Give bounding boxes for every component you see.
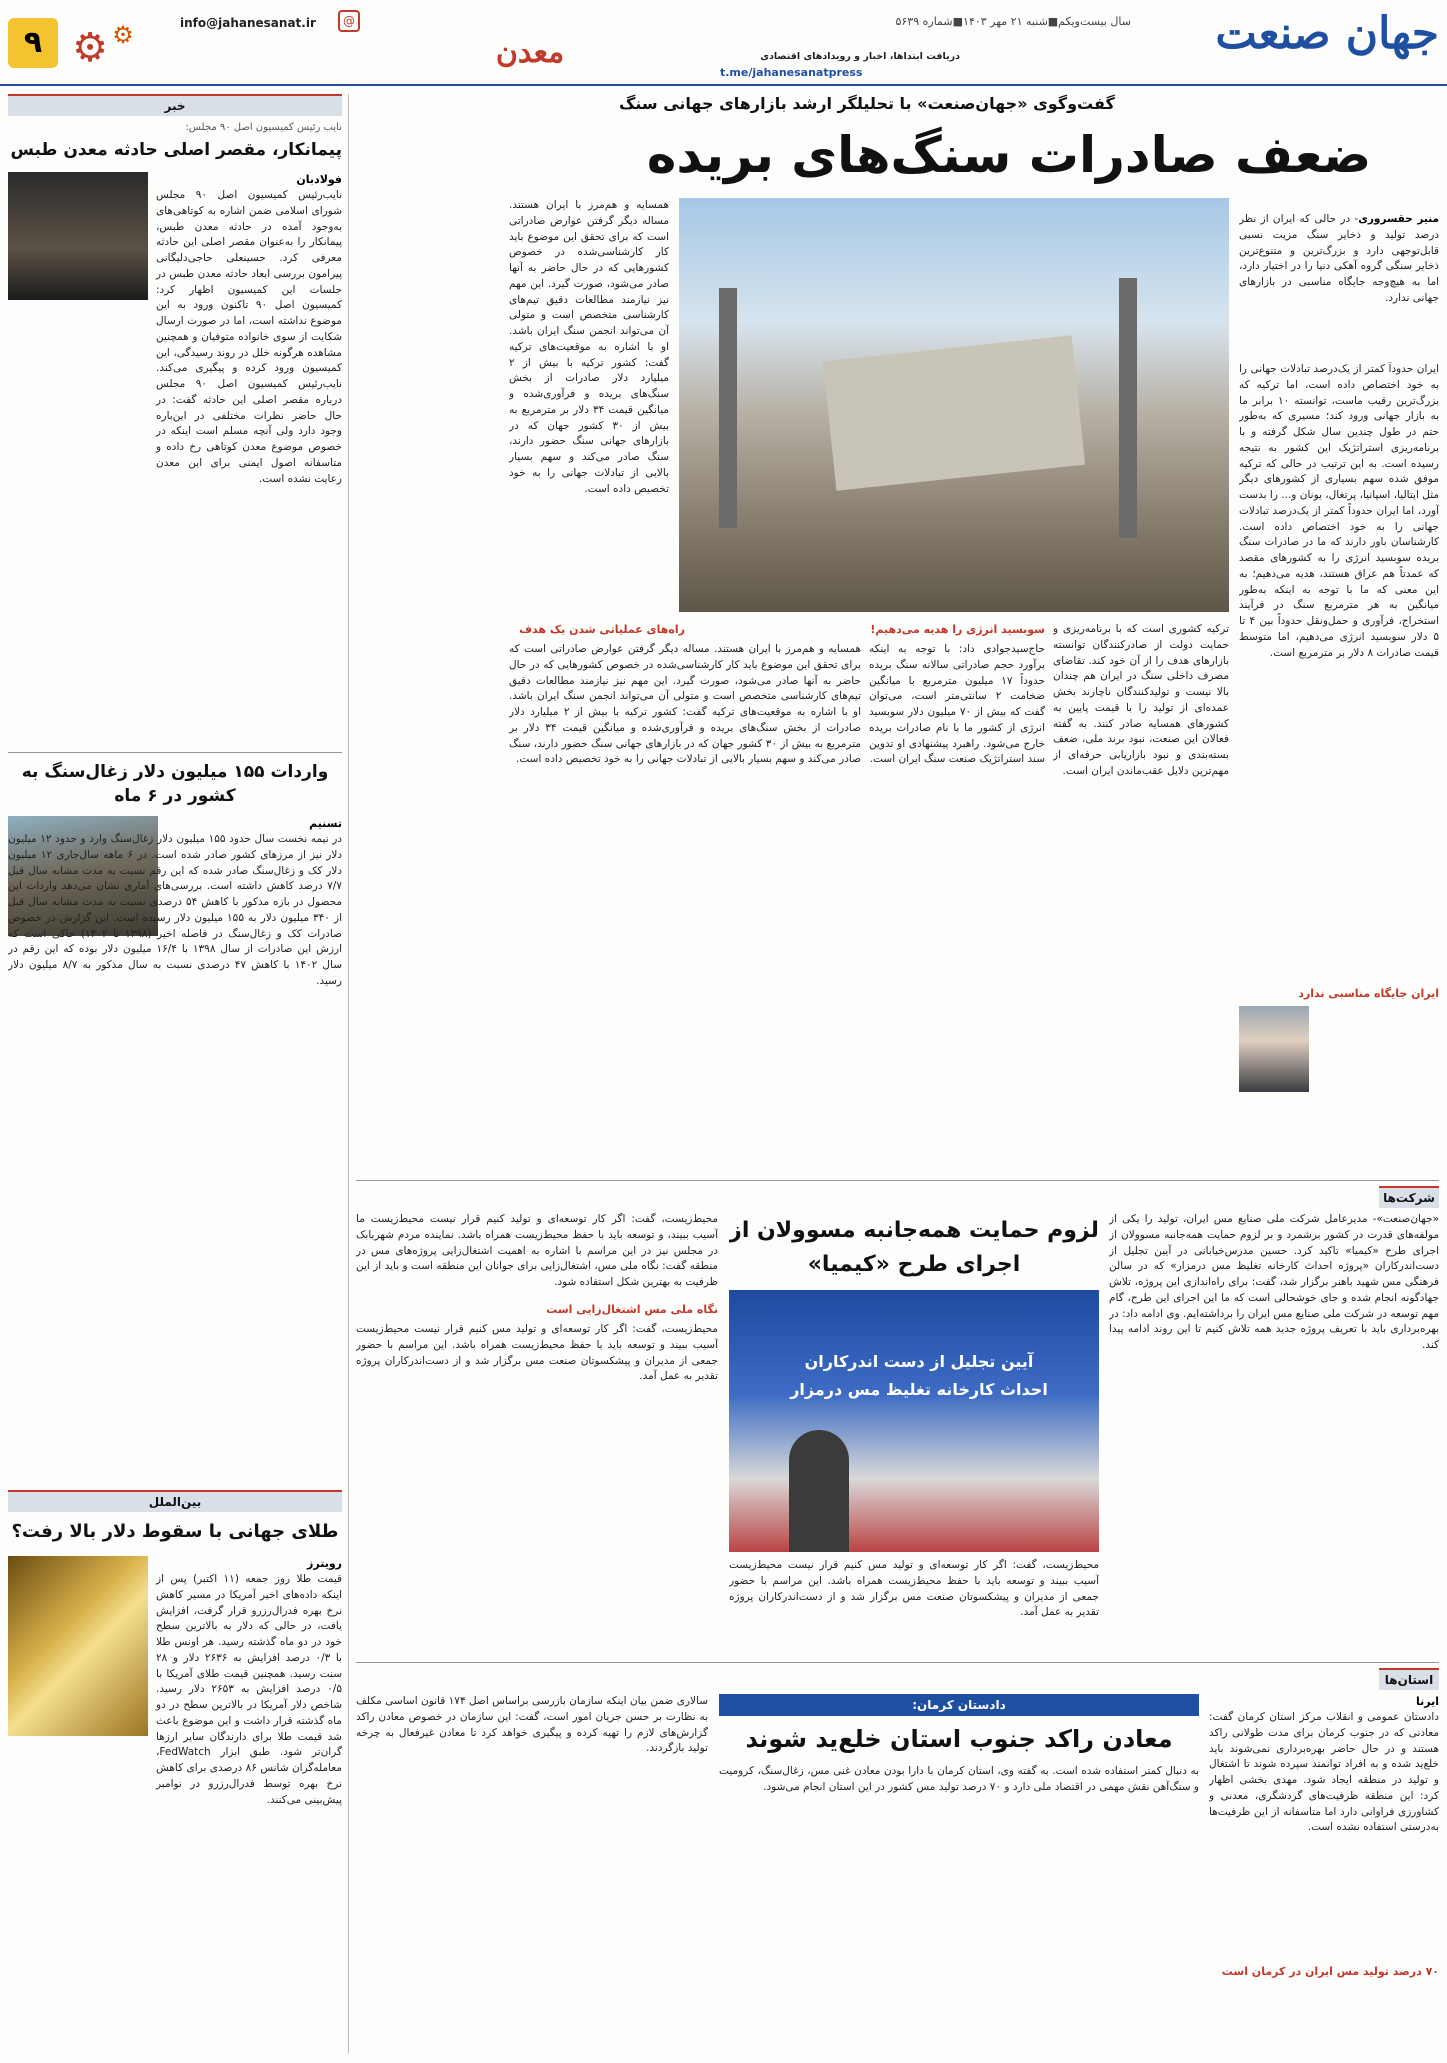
email-address[interactable]: info@jahanesanat.ir [180, 16, 316, 30]
intl-body: قیمت طلا روز جمعه (۱۱ اکتبر) پس از اینکه داده‌های اخیر آمریکا در مسیر کاهش نرخ بهره فدرال‌رزرو قرار گرفت، افزایش یافت، در حالی که دلار به بالاترین سطح خود در دو ماه گذشته رسید. هر اونس طلا با ۰/۳ درصد افزایش به ۲۶۳۶ دلار و ۲۸ سنت رسید. همچنین قیمت طلای آمریکا با ۰/۵ درصد افزایش به ۲۶۵۳ دلار رسید. شاخص دلار آمریکا در بالاترین سطح در دو ماه گذشته قرار داشت و این موضوع باعث شد قیمت طلا برای دارندگان سایر ارزها گران‌تر شود. طبق ابزار FedWatch، معامله‌گران شانس ۸۶ درصدی برای کاهش نرخ بهره توسط فدرال‌رزرو در نوامبر پیش‌بینی می‌کنند. [156, 1573, 342, 1806]
coal-body: در نیمه نخست سال حدود ۱۵۵ میلیون دلار زغال‌سنگ وارد و حدود ۱۲ میلیون دلار نیز از مرزهای کشور صادر شده است. در ۶ ماهه سال‌جاری ۱۲ میلیون دلار کک و زغال‌سنگ صادر شده که این رقم نسبت به مدت مشابه سال قبل ۷/۷ درصد کاهش داشته است. بررسی‌های آماری نشان می‌دهد واردات این محصول در بازه مذکور با کاهش ۵۴ درصدی نسبت به مدت مشابه سال قبل از ۳۴۰ میلیون دلار به ۱۵۵ میلیون دلار رسیده است. این گزارش در خصوص صادرات کک و زغال‌سنگ در فاصله اخیر (۱۳۹۸ تا ۱۴۰۲) حاکی است که ارزش این صادرات از سال ۱۳۹۸ با ۱۶/۴ میلیون دلار بوده که این رقم در سال ۱۴۰۲ با کاهش ۴۷ درصدی نسبت به سال مذکور به ۸/۷ میلیون دلار رسید. [8, 833, 342, 987]
main-col3: همسایه و هم‌مرز با ایران هستند. مساله دیگر گرفتن عوارض صادراتی است که برای تحقق این موضوع باید کار کارشناسی‌شده در خصوص کشورهایی که در حال حاضر به آنها صادر می‌شود، صورت گیرد. این مهم نیز نیازمند مطالعات دقیق تیم‌های کارشناسی متخصص است و متولی آن می‌تواند انجمن سنگ ایران باشد. او با اشاره به موقعیت‌های ترکیه گفت: کشور ترکیه با بیش از ۲ میلیارد دلار صادرات از بخش سنگ‌های برید‌ه و فرآوری‌شده و میانگین قیمت ۳۴ دلار بر مترمربع به بیش از ۳۰ کشور جهان که در بازارهای جهانی سنگ حضور دارند، سنگ صادر می‌کند و سهم بسیار بالایی از تبادلات جهانی را به خود تخصیص داده است. [509, 199, 669, 495]
companies-col-mid: محیط‌زیست، گفت: اگر کار توسعه‌ای و تولید مس کنیم قرار نیست محیط‌زیست آسیب ببیند و توسعه باید با حفظ محیط‌زیست همراه باشد. این مراسم با حضور جمعی از مدیران و پیشکسوتان صنعت مس برگزار شد و از دست‌اندرکاران پروژه تقدیر به عمل آمد. [729, 1559, 1099, 1619]
masthead [0, 0, 1447, 86]
provinces [356, 1668, 1439, 2058]
main-col-left-text: همسایه و هم‌مرز با ایران هستند. مساله دیگر گرفتن عوارض صادراتی است که برای تحقق این موضوع باید کار کارشناسی‌شده در خصوص کشورهایی که در حال حاضر به آنها صادر می‌شود، صورت گیرد. این مهم نیز نیازمند مطالعات دقیق تیم‌های کارشناسی متخصص است و متولی آن می‌تواند انجمن سنگ ایران باشد. او با اشاره به موقعیت‌های ترکیه گفت: کشور ترکیه با بیش از ۲ میلیارد دلار صادرات از بخش سنگ‌های برید‌ه و فرآوری‌شده و میانگین قیمت ۳۴ دلار بر مترمربع به بیش از ۳۰ کشور جهان که در بازارهای جهانی سنگ حضور دارند، سنگ صادر می‌کند و سهم بسیار بالایی از تبادلات جهانی را به خود تخصیص داده است. [509, 643, 861, 766]
news-lead-name: فولادبان [296, 173, 342, 186]
main-col2: ترکیه کشوری است که با برنامه‌ریزی و حمایت دولت از صادرکنندگان توانسته بازارهای هدف را از آن خود کند. تقاضای مصرف داخلی سنگ در ایران هم چندان بالا نیست و تولیدکنندگان ناچارند بخش عمده‌ای از تولید را با قیمت پایین به کشورهای همسایه صادر کنند. به گفته فعالان این صنعت، نبود برند ملی، ضعف بسته‌بندی و نبود بازاریابی حرفه‌ای از مهم‌ترین دلایل عقب‌ماندن ایران است. [1053, 623, 1229, 777]
news-headline: پیمانکار، مقصر اصلی حادثه معدن طبس [10, 140, 342, 160]
page-number: ۹ [8, 18, 58, 68]
provinces-section-label: استان‌ها [1379, 1668, 1439, 1690]
news-section-label: خبر [8, 94, 342, 116]
coal-imports [8, 760, 342, 1480]
conference-photo [729, 1290, 1099, 1552]
coal-lead-name: تسنیم [309, 817, 342, 830]
companies-col-left [356, 1212, 718, 1652]
main-col-left [509, 622, 861, 1172]
companies-section-label: شرکت‌ها [1379, 1186, 1439, 1208]
news-brief [8, 94, 342, 754]
section-name: معدن [495, 35, 565, 70]
gear-icon-small: ⚙ [112, 22, 134, 48]
companies [356, 1186, 1439, 1656]
subhead-2: راه‌های عملیاتی شدن یک هدف [519, 623, 685, 636]
companies-col-left-text: محیط‌زیست، گفت: اگر کار توسعه‌ای و تولید کنیم قرار نیست محیط‌زیست ما آسیب ببیند، و توسعه باید با حفظ محیط‌زیست همراه باشد. نماینده مردم شهربابک در مجلس نیز در این مراسم با اشاره به اهمیت اشتغال‌زایی پروژه‌های مس در منطقه گفت: نگاه ملی مس، اشتغال‌زایی برای جوانان این منطقه است و باید از این ظرفیت به بهترین شکل استفاده شود. [356, 1213, 718, 1288]
provinces-col-mid: به دنبال کمتر استفاده شده است. به گفته وی، استان کرمان با دارا بودن معادن غنی مس، زغال‌سنگ، کرومیت و سنگ‌آهن نقش مهمی در اقتصاد ملی دارد و ۷۰ درصد تولید مس کشور در این استان انجام می‌شود. [719, 1765, 1199, 1793]
main-headline: ضعف صادرات سنگ‌های برید‌ه [646, 126, 1372, 184]
subhead-1: سوبسید انرژی را هدیه می‌دهیم! [870, 623, 1045, 636]
main-kicker: گفت‌وگوی «جهان‌صنعت» با تحلیلگر ارشد بازارهای جهانی سنگ [619, 94, 1115, 113]
main-lead-text: در حالی که ایران از نظر درصد تولید و ذخایر سنگ مزیت نسبی قابل‌توجهی دارد و بزرگ‌ترین و متنوع‌ترین ذخایر سنگی گروه آهکی دنیا را در اختیار دارد، اما به هیچ‌وجه جایگاه مناسبی در بازارهای جهانی ندارد. [1239, 213, 1439, 304]
news-kicker: نایب رئیس کمیسیون اصل ۹۰ مجلس: [185, 122, 342, 133]
main-col-mid-text: حاج‌سیدجوادی داد: با توجه به اینکه برآورد حجم صادراتی سالانه سنگ برید‌ه حدوداً ۱۷ میلیون مترمربع با میانگین ضخامت ۲ سانتی‌متر است، می‌توان گفت که بیش از ۷۰ میلیون دلار سوبسید انرژی از کشور ما با نام صادرات برید‌ه خارج می‌شود. راهبرد پیشنهادی او تدوین سند استراتژیک صنعت سنگ ایران است. [869, 643, 1045, 766]
provinces-subhead: ۷۰ درصد تولید مس ایران در کرمان است [1221, 1965, 1439, 1978]
provinces-kicker: دادستان کرمان: [719, 1694, 1199, 1716]
email-icon: @ [338, 10, 360, 32]
intl-headline: طلای جهانی با سقوط دلار بالا رفت؟ [11, 1521, 339, 1542]
main-col1: ایران حدوداً کمتر از یک‌درصد تبادلات جهانی را به خود اختصاص داده است، اما ترکیه که بزرگ‌ترین رقیب ماست، توانسته ۱۰ برابر ما به بازار جهانی ورود کند؛ مسیری که به‌طور حتم در طول چندین سال شکل گرفته و با برنامه‌ریزی استراتژیک این کشور به نتیجه رسیده است. به این ترتیب در حالی که ترکیه موفق شده سهم بسیاری از کشورهای دیگر مثل ایتالیا، اسپانیا، پرتغال، یونان و... را بدست آورد، اما ایران حدوداً کمتر از یک‌درصد تبادلات جهانی را به خود اختصاص داده است. کارشناسان باور دارند که ما در صادرات سنگ برید‌ه سوبسید انرژی را به کشورهای مقصد که عمدتاً هم عراق هستند، هدیه می‌دهیم؛ به این معنی که ما با توجه به اینکه به‌طور میانگین به هر مترمربع سنگ در فرآیند استخراج، فرآوری و حمل‌ونقل حدوداً بین ۴ تا ۵ دلار سوبسید انرژی می‌دهیم، اما متوسط قیمت صادرات ۸ دلار بر مترمربع است. [1239, 363, 1439, 659]
intl-lead-name: رویترز [307, 1557, 342, 1570]
subhead-3: ایران جایگاه مناسبی ندارد [1298, 987, 1439, 1000]
companies-col-left-text-2: محیط‌زیست، گفت: اگر کار توسعه‌ای و تولید مس کنیم قرار نیست محیط‌زیست آسیب ببیند و توسعه باید با حفظ محیط‌زیست همراه باشد. این مراسم با حضور جمعی از مدیران و پیشکسوتان صنعت مس برگزار شد و از دست‌اندرکاران پروژه تقدیر به عمل آمد. [356, 1323, 718, 1383]
companies-col-right: «جهان‌صنعت»- مدیرعامل شرکت ملی صنایع مس ایران، تولید را یکی از مولفه‌های قدرت در کشور برشمرد و بر لزوم حمایت همه‌جانبه مسوولان از اجرای طرح «کیمیا» تاکید کرد. حسین مدرس‌خیابانی در آیین تجلیل از دست‌اندرکاران «پروژه احداث کارخانه تغلیظ مس درمزار» که در سالن فرهنگی مس شهید باهنر برگزار شد، گفت: برای راه‌اندازی این پروژه، تلاش جهادگونه انجام شده و جای خوشحالی است که ما این اجرای این طرح، گام مهم توسعه در شرکت ملی صنایع مس ایران را برداشته‌ایم. وی ادامه داد: در بهره‌برداری باید با تعریف پروژه جدید همه تلاش کنیم تا این روند ادامه پیدا کند. [1109, 1213, 1439, 1351]
companies-subhead: نگاه ملی مس اشتغال‌زایی است [546, 1303, 718, 1316]
main-lead: منیر حقسروری- در حالی که ایران از نظر درصد تولید و ذخایر سنگ مزیت نسبی قابل‌توجهی دارد و بزرگ‌ترین و متنوع‌ترین ذخایر سنگی گروه آهکی دنیا را در اختیار دارد، اما به هیچ‌وجه جایگاه مناسبی در بازارهای جهانی ندارد. [1239, 213, 1439, 304]
provinces-headline: معادن راکد جنوب استان خلع‌ید شوند [745, 1725, 1173, 1753]
main-story [356, 92, 1439, 1172]
telegram-block[interactable] [700, 50, 960, 82]
international [8, 1490, 342, 2060]
masthead-logo[interactable]: جهان صنعت [1215, 12, 1439, 59]
provinces-col-left: سالاری ضمن بیان اینکه سازمان بازرسی براساس اصل ۱۷۴ قانون اساسی مکلف به نظارت بر حسن جریان امور است، گفت: این سازمان در خصوص معادن راکد گزارش‌های لازم را تهیه کرده و پیگیری خواهد کرد تا معادن غیرفعال به چرخه تولید بازگردند. [356, 1695, 708, 1755]
telegram-text: دریافت ابتدا‌ها، اخبار و رویدادهای اقتصادی [760, 51, 960, 62]
main-col-mid [869, 622, 1045, 1172]
coal-headline: واردات ۱۵۵ میلیون دلار زغال‌سنگ به کشور در ۶ ماه [21, 762, 329, 806]
photo-caption-1: آیین تجلیل از دست اندرکاران [804, 1352, 1034, 1371]
provinces-col-right-text: دادستان عمومی و انقلاب مرکز استان کرمان گفت: معادنی که در جنوب کرمان برای مدت طولانی راکد هستند و در حال حاضر بهره‌برداری نمی‌شوند باید خلع‌ید شده و به افراد توانمند سپرده شوند تا اشتغال و تولید در منطقه ایجاد شود. مهدی بخشی اظهار کرد: این منطقه ظرفیت‌های گردشگری، معدنی و کشاورزی فراوانی دارد اما متاسفانه از این ظرفیت‌ها به‌درستی استفاده نشده است. [1209, 1711, 1439, 1834]
photo-caption-2: احداث کارخانه تغلیظ مس درمزار [790, 1380, 1048, 1399]
quarry-photo [679, 198, 1229, 612]
news-body: نایب‌رئیس کمیسیون اصل ۹۰ مجلس شورای اسلامی ضمن اشاره به کوتاهی‌های به‌وجود آمده در حادثه معدن طبس، پیمانکار را به‌عنوان مقصر اصلی این حادثه معرفی کرد. حسینعلی حاجی‌دلیگانی پیرامون بررسی ابعاد حادثه معدن طبس در جلسات این کمیسیون اظهار کرد: کمیسیون اصل ۹۰ تاکنون ورود به این موضوع نداشته است، اما در صورت ارسال شکایت از سوی خانواده متوفیان و همچنین مشاهده هرگونه خلل در روند رسیدگی، این کمیسیون ورود کرده و پیگیری می‌کند. نایب‌رئیس کمیسیون اصل ۹۰ مجلس درباره مقصر اصلی این حادثه گفت: در حال حاضر نظرات مختلفی در این‌باره وجود دارد ولی آنچه مسلم است اینکه در خصوص موضوع معدن کوتاهی رخ داده و متاسفانه اصول ایمنی برای این معدن رعایت نشده است. [156, 189, 342, 485]
gear-icon: ⚙ [72, 26, 108, 70]
provinces-col-right [1209, 1694, 1439, 2054]
companies-headline: لزوم حمایت همه‌جانبه مسوولان از اجرای طرح «کیمیا» [729, 1218, 1099, 1277]
issue-info: سال بیست‌ویکم■شنبه ۲۱ مهر ۱۴۰۳■شماره ۵۶۳۹ [895, 15, 1131, 28]
provinces-lead-name: ایرنا [1415, 1695, 1439, 1708]
intl-section-label: بین‌الملل [8, 1490, 342, 1512]
main-lead-column [1239, 212, 1439, 1092]
main-byline: منیر حقسروری [1358, 213, 1439, 225]
analyst-portrait [1239, 1006, 1309, 1092]
telegram-url[interactable]: t.me/jahanesanatpress [720, 66, 863, 79]
